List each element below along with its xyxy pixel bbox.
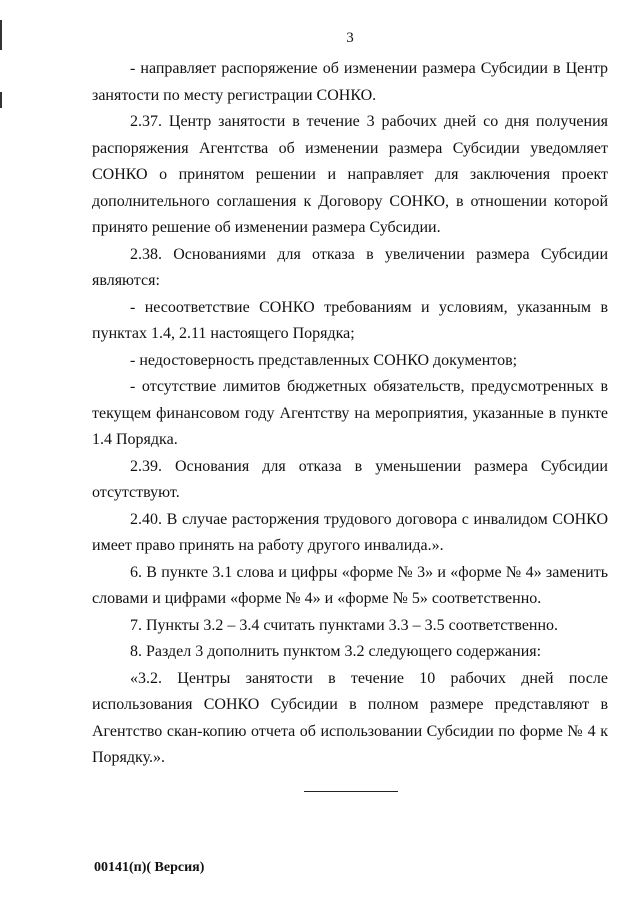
paragraph-2-39: 2.39. Основания для отказа в уменьшении размера Субсидии отсутствуют. <box>92 457 608 501</box>
paragraph-amendment-6: 6. В пункте 3.1 слова и цифры «форме № 3» и «форме № 4» заменить словами и цифрами «форме № 4» и «форме № 5» соответственно. <box>92 563 608 607</box>
list-item-no-budget-limits: - отсутствие лимитов бюджетных обязательств, предусмотренных в текущем финансовом году Агентству на мероприятия, указанные в пункте 1.4 Порядка. <box>92 378 608 448</box>
paragraph-dash-order: - направляет распоряжение об изменении размера Субсидии в Центр занятости по месту регистрации СОНКО. <box>92 60 608 104</box>
paragraph-2-37: 2.37. Центр занятости в течение 3 рабочих дней со дня получения распоряжения Агентства об изменении размера Субсидии уведомляет СОНКО о принятом решении и направляет для заключения проект дополнительного соглашения к Договору СОНКО, в отношении которой принято решение об изменении размера Субсидии. <box>92 113 608 236</box>
paragraph-2-38: 2.38. Основаниями для отказа в увеличении размера Субсидии являются: <box>92 245 608 289</box>
document-body <box>92 56 608 772</box>
paragraph-amendment-8: 8. Раздел 3 дополнить пунктом 3.2 следующего содержания: <box>130 643 542 660</box>
margin-mark-middle <box>0 92 2 108</box>
end-divider <box>304 791 398 792</box>
list-item-unreliable-documents: - недостоверность представленных СОНКО документов; <box>130 351 518 369</box>
paragraph-3-2-quote: «3.2. Центры занятости в течение 10 рабочих дней после использования СОНКО Субсидии в полном размере представляют в Агентство скан-копию отчета об использовании Субсидии по форме № 4 к Порядку.». <box>92 669 608 766</box>
document-code: 00141(п)( Версия) <box>94 860 205 875</box>
list-item-noncompliance: - несоответствие СОНКО требованиям и условиям, указанным в пунктах 1.4, 2.11 настоящего Порядка; <box>92 298 608 342</box>
page-number: 3 <box>346 30 354 46</box>
paragraph-2-40: 2.40. В случае расторжения трудового договора с инвалидом СОНКО имеет право принять на работу другого инвалида.». <box>92 510 608 554</box>
paragraph-amendment-7: 7. Пункты 3.2 – 3.4 считать пунктами 3.3 – 3.5 соответственно. <box>130 616 559 634</box>
